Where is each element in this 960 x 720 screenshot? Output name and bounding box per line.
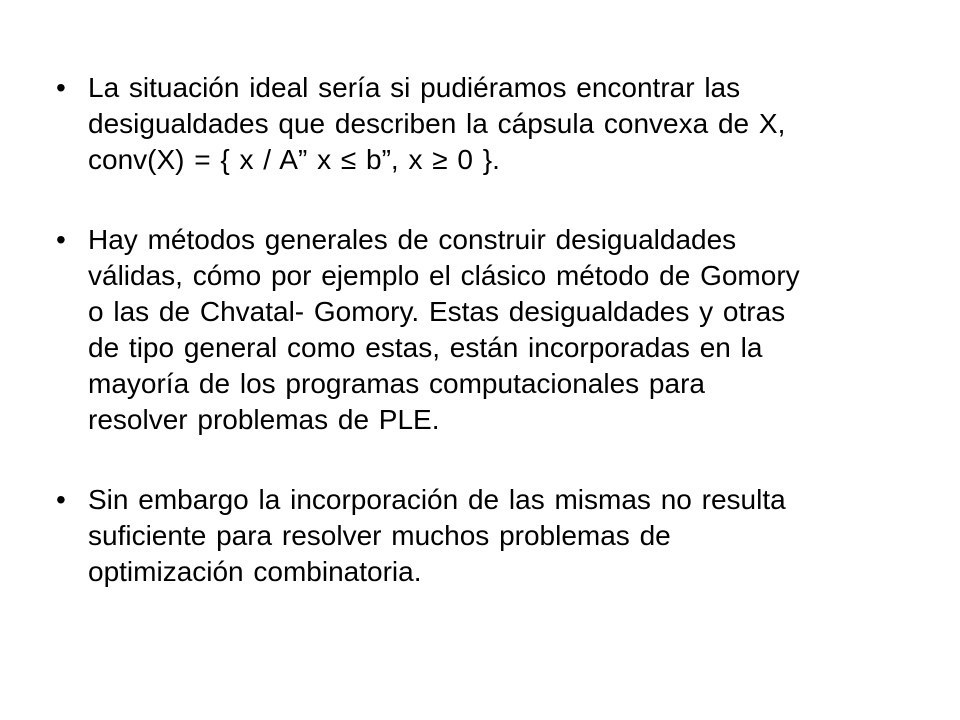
bullet-text-line: suficiente para resolver muchos problemas de [88,520,671,551]
bullet-text-line: mayoría de los programas computacionales para [88,368,705,399]
bullet-text-line: Sin embargo la incorporación de las mismas no resulta [88,484,786,515]
bullet-point-icon: • [56,484,66,515]
bullet-text-line: o las de Chvatal- Gomory. Estas desigualdades y otras [88,296,786,327]
bullet-item-convex-hull [56,70,896,178]
bullet-text-line: optimización combinatoria. [88,556,422,587]
bullet-text-line: de tipo general como estas, están incorporadas en la [88,332,763,363]
bullet-item-general-methods [56,222,896,438]
bullet-text-line: conv(X) = { x / A” x ≤ b”, x ≥ 0 }. [88,144,500,175]
bullet-list [56,70,896,590]
bullet-text-line: Hay métodos generales de construir desigualdades [88,224,737,255]
bullet-text-line: resolver problemas de PLE. [88,404,440,435]
bullet-point-icon: • [56,72,66,103]
bullet-item-insufficient [56,482,896,590]
bullet-text-line: desigualdades que describen la cápsula convexa de X, [88,108,786,139]
bullet-point-icon: • [56,224,66,255]
bullet-text-line: válidas, cómo por ejemplo el clásico método de Gomory [88,260,800,291]
bullet-text-line: La situación ideal sería si pudiéramos encontrar las [88,72,741,103]
